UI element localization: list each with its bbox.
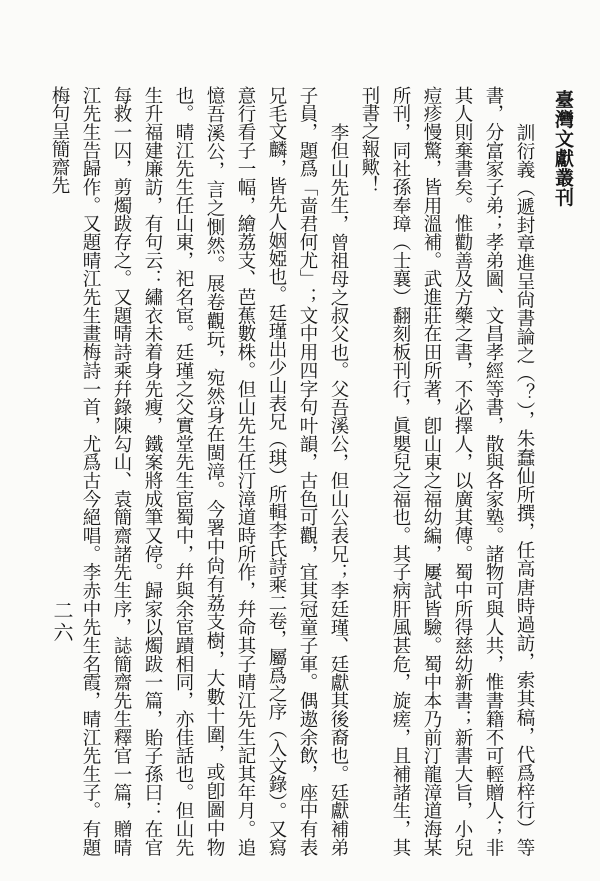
page-body-text [49, 86, 540, 856]
page-number: 二六 [50, 600, 74, 644]
paragraph-li-danshan: 李但山先生，曾祖母之叔父也。父吾溪公，但山公表兄；李廷瑾、廷獻其後裔也。廷獻補弟子員，題爲「啬君何尤」；文中用四字句叶韻，古色可觀，宜其冠童子軍。偶遨余飲，座中有表兄毛文麟，皆先人姻婭也。廷瑾出少山表兄（琪）所輯李氏詩乘二卷，屬爲之序（入文錄）。又寫意行看子一幅，繪荔支、芭蕉數株。但山先生任汀漳道時所作，幷命其子晴江先生記其年月。追憶吾溪公，言之惻然。展卷觀玩，宛然身在閩漳。今署中尙有荔支樹，大數十圍，或卽圖中物也。晴江先生任山東，祀名宦。廷瑾之父實堂先生宦蜀中，幷與余宦蹟相同，亦佳話也。但山先生升福建廉訪，有句云：繡衣未着身先瘦，鐵案將成筆又停。歸家以燭跋一篇，貽子孫曰：在官每救一囚，剪燭跋存之。又題晴詩乘幷錄陳勾山、袁簡齋諸先生序，誌簡齋先生釋官一篇，贈晴江先生告歸作。又題晴江先生畫梅詩一首，尤爲古今絕唱。李赤中先生名霞，晴江先生子。有題梅句呈簡齋先 [49, 86, 349, 856]
book-series-title: 臺灣文獻叢刊 [552, 90, 574, 207]
paragraph-medical-books: 訓衍義（遞封章進呈尙書論之（？），朱蠢仙所撰，任高唐時過訪，索其稿，代爲梓行）等書，分富家子弟；孝弟圖、文昌孝經等書，散與各家塾。諸物可與人共，惟書籍不可輕贈人；非其人則棄書矣。惟勸善及方藥之書，不必擇人，以廣其傳。蜀中所得慈幼新書；新書大旨，小兒痘疹慢驚，皆用溫補。武進莊在田所著，卽山東之福幼編，屢試皆驗。蜀中本乃前汀龍漳道海某所刊，同社孫奉璋（士襄）翻刻板刊行，眞嬰兒之福也。其子病肝風甚危，旋瘥，且補諸生，其刊書之報歟！ [359, 86, 535, 856]
